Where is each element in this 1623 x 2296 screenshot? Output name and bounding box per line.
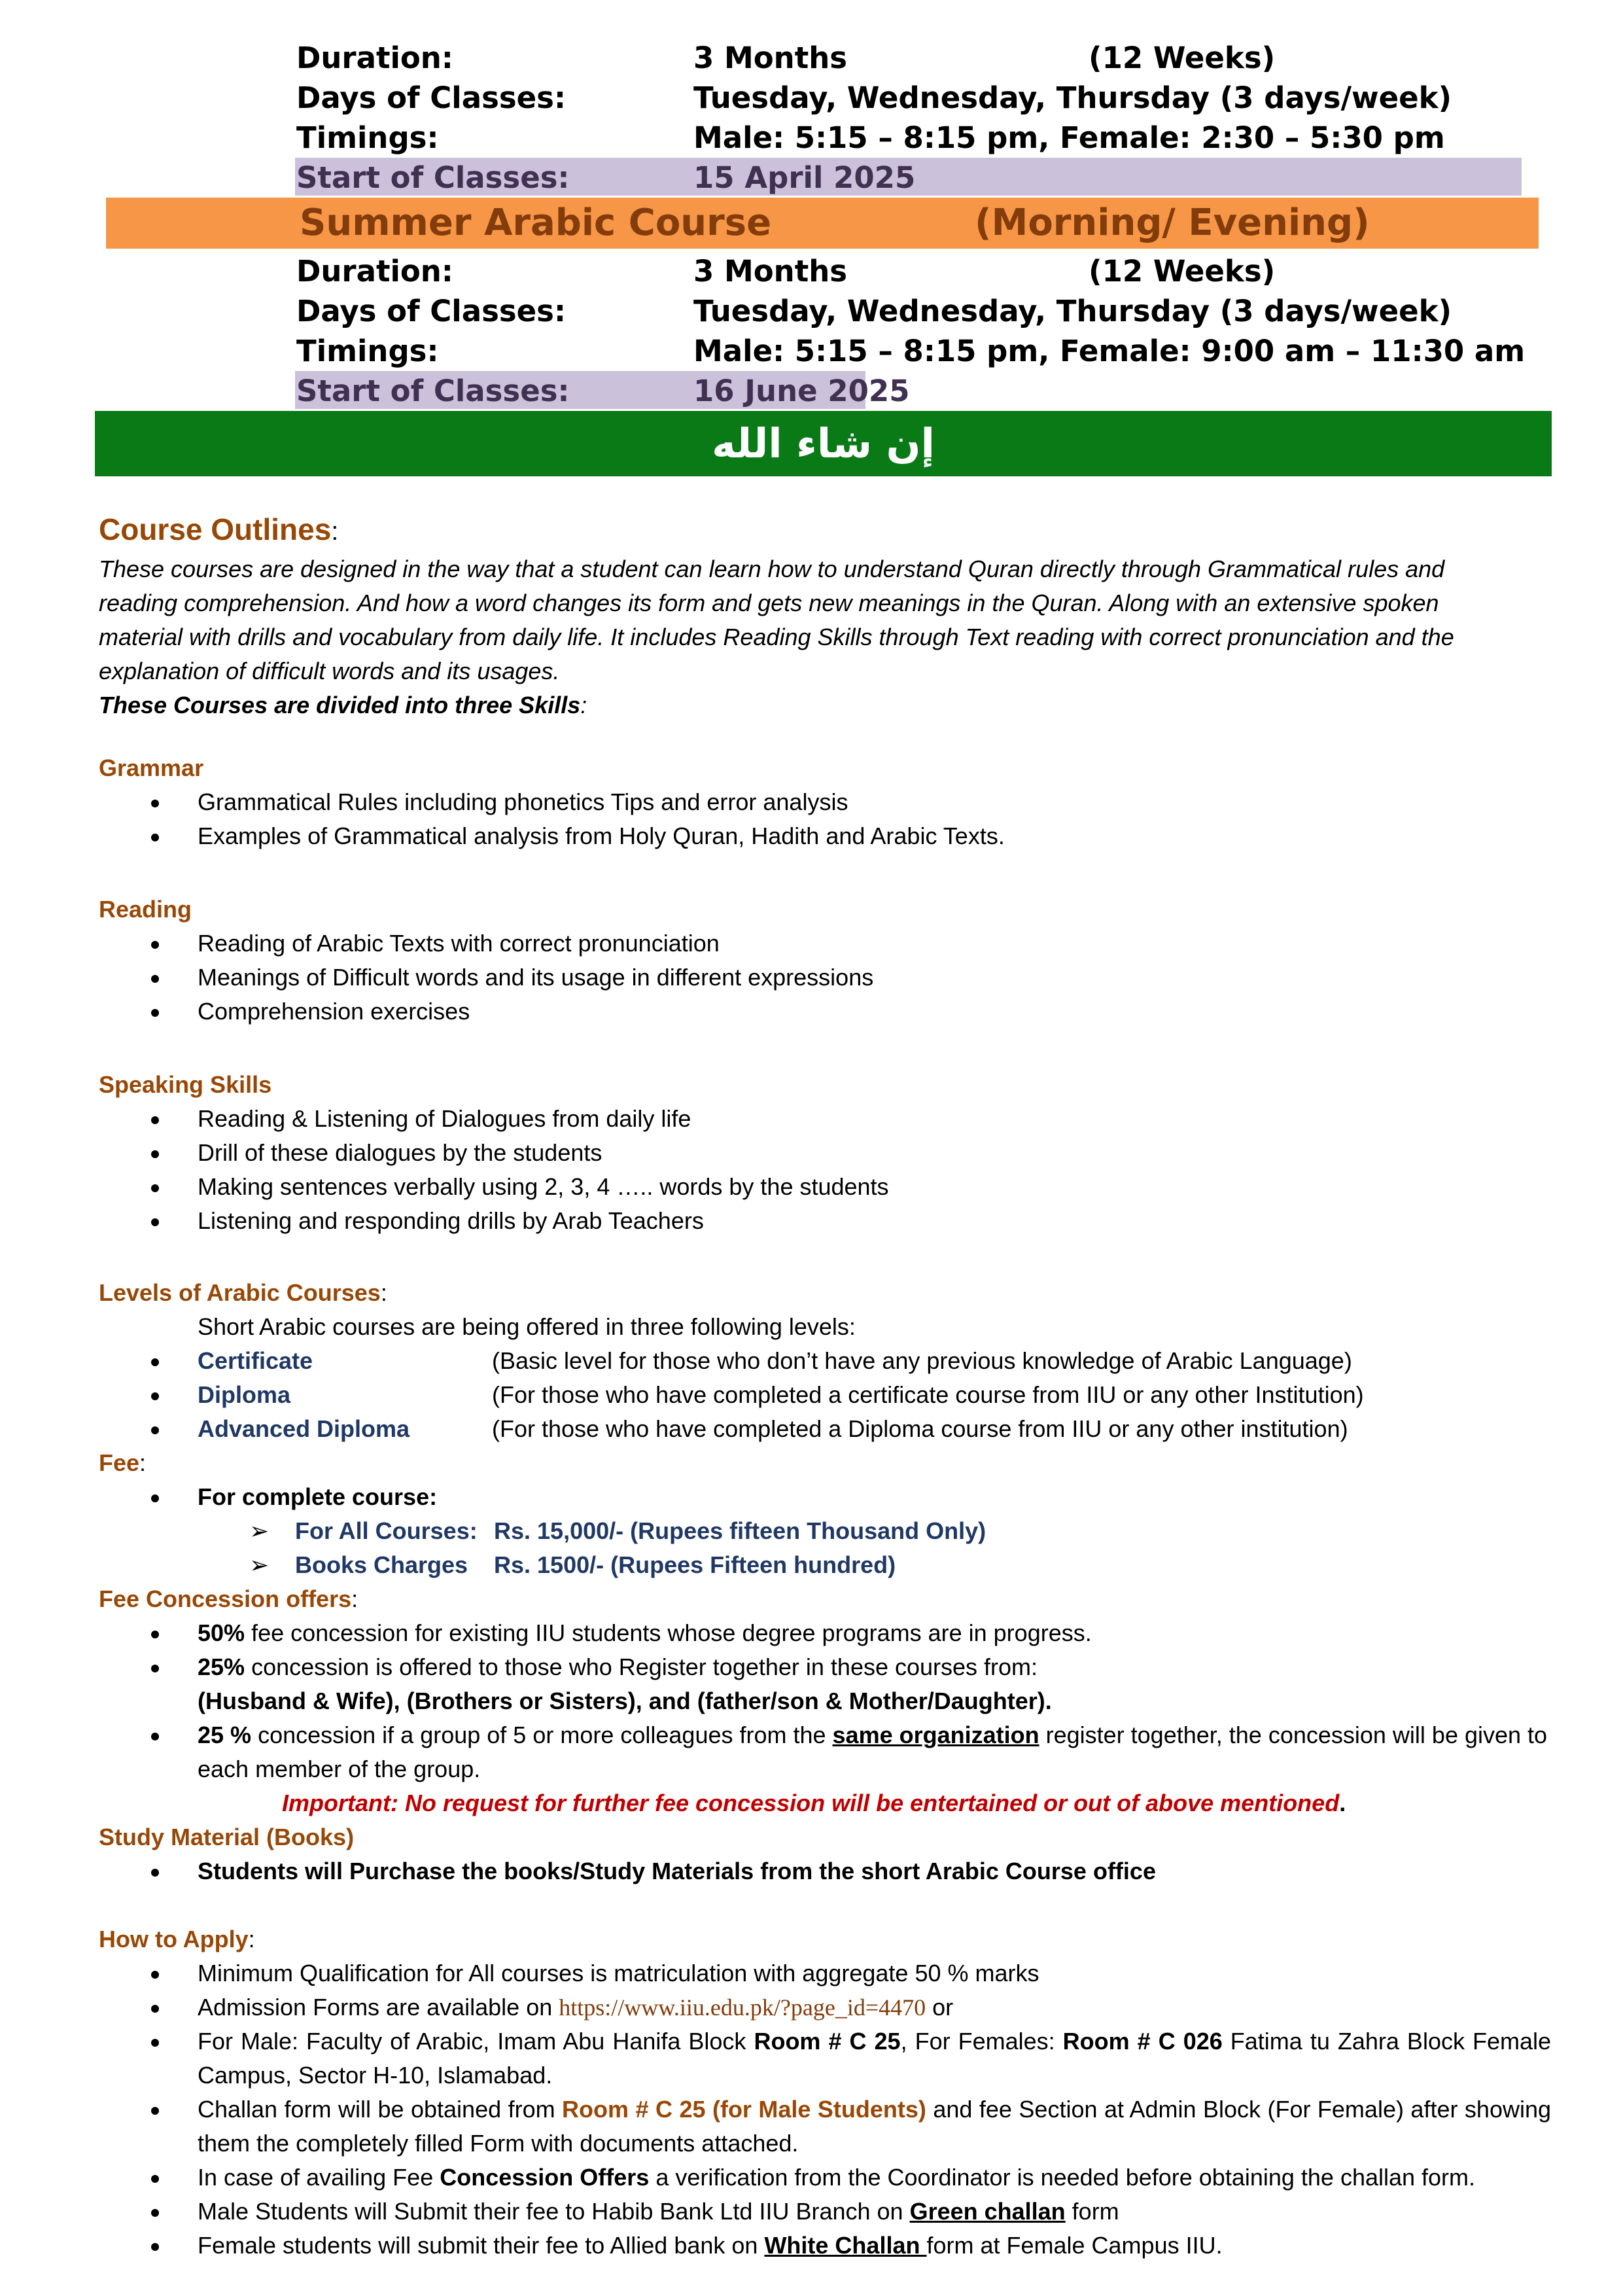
concession-item-1 (99, 1616, 1551, 1650)
schedule1-timings-label: Timings: (296, 120, 439, 155)
level-name: Certificate (198, 1347, 313, 1374)
level-name: Diploma (198, 1381, 291, 1408)
list-item: Minimum Qualification for All courses is matriculation with aggregate 50 % marks (99, 1956, 1551, 1990)
fee-row-label: Books Charges (295, 1551, 468, 1578)
schedule2-duration-weeks: (12 Weeks) (1089, 254, 1276, 289)
grammar-heading: Grammar (99, 754, 204, 781)
list-item: Students will Purchase the books/Study Materials from the short Arabic Course office (99, 1854, 1551, 1888)
concession-percent: 50% (198, 1619, 245, 1646)
arrow-bullet-icon: ➢ (249, 1551, 270, 1578)
summer-course-slot: (Morning/ Evening) (975, 202, 1370, 244)
male-room-text: Room # C 25 (754, 2028, 901, 2055)
skills-division-colon: : (580, 692, 587, 718)
apply-item-male-fee (99, 2195, 1551, 2229)
schedule1-days-label: Days of Classes: (296, 80, 566, 115)
important-note (99, 1786, 1551, 1820)
arrow-bullet-icon: ➢ (249, 1517, 270, 1544)
schedule2-duration-label: Duration: (296, 254, 453, 289)
list-item: Listening and responding drills by Arab Teachers (99, 1204, 1551, 1238)
green-challan-text: Green challan (909, 2198, 1066, 2225)
level-item (99, 1378, 1551, 1412)
list-item: Drill of these dialogues by the students (99, 1136, 1551, 1170)
schedule2-timings-value: Male: 5:15 – 8:15 pm, Female: 9:00 am – 11:30 am (693, 334, 1526, 368)
concession-offers-text: Concession Offers (440, 2164, 650, 2191)
grammar-section (99, 751, 1551, 853)
schedule1-timings-value: Male: 5:15 – 8:15 pm, Female: 2:30 – 5:30 pm (693, 120, 1445, 155)
speaking-heading: Speaking Skills (99, 1071, 272, 1098)
apply-item-forms (99, 1990, 1551, 2024)
important-text: Important: No request for further fee concession will be entertained or out of above mentioned (282, 1790, 1340, 1816)
important-dot: . (1339, 1790, 1346, 1816)
apply-text: and fee Section at Admin Block (For Female) after showing them the completely filled Form with documents attached. (198, 2096, 1552, 2157)
concession-relations: (Husband & Wife), (Brothers or Sisters), and (father/son & Mother/Daughter). (198, 1687, 1052, 1714)
list-item: Grammatical Rules including phonetics Tips and error analysis (99, 785, 1551, 819)
inshallah-text: إن شاء الله (712, 419, 935, 467)
schedule2-duration-value: 3 Months (693, 254, 848, 289)
levels-heading: Levels of Arabic Courses (99, 1279, 381, 1306)
concession-colon: : (351, 1585, 358, 1612)
level-item (99, 1344, 1551, 1378)
summer-course-band (106, 198, 1539, 249)
apply-text: Male Students will Submit their fee to Habib Bank Ltd IIU Branch on (198, 2198, 910, 2225)
apply-text: a verification from the Coordinator is needed before obtaining the challan form. (649, 2164, 1476, 2191)
apply-text: or (926, 1994, 954, 2021)
reading-section (99, 892, 1551, 1029)
apply-text: Challan form will be obtained from (198, 2096, 563, 2123)
apply-text: For Male: Faculty of Arabic, Imam Abu Hanifa Block (198, 2028, 754, 2055)
fee-colon: : (139, 1449, 147, 1476)
white-challan-text: White Challan (764, 2232, 927, 2259)
fee-heading: Fee (99, 1449, 140, 1476)
schedule2-days-value: Tuesday, Wednesday, Thursday (3 days/week) (693, 294, 1452, 328)
apply-item-location (99, 2024, 1551, 2093)
concession-item-2 (99, 1650, 1551, 1718)
list-item: Making sentences verbally using 2, 3, 4 ….. words by the students (99, 1170, 1551, 1204)
schedule1-days-value: Tuesday, Wednesday, Thursday (3 days/week) (693, 80, 1452, 115)
schedule2-timings-label: Timings: (296, 334, 439, 368)
female-room-text: Room # C 026 (1062, 2028, 1223, 2055)
fee-row-all-courses (99, 1514, 1551, 1548)
list-item: Reading & Listening of Dialogues from daily life (99, 1102, 1551, 1136)
list-item: Comprehension exercises (99, 995, 1551, 1029)
concession-text: register together, the concession will be given to each member of the group. (198, 1722, 1548, 1782)
apply-section (99, 1922, 1551, 2263)
concession-percent: 25% (198, 1653, 245, 1680)
skills-division-text: These Courses are divided into three Skills (99, 692, 581, 718)
concession-item-3 (99, 1718, 1552, 1786)
schedule1-start-label: Start of Classes: (296, 160, 570, 195)
level-desc: (For those who have completed a Diploma course from IIU or any other institution) (492, 1415, 1348, 1442)
challan-room-text: Room # C 25 (for Male Students) (562, 2096, 926, 2123)
level-desc: (For those who have completed a certificate course from IIU or any other Institution) (492, 1381, 1364, 1408)
same-organization-text: same organization (832, 1722, 1039, 1748)
fee-row-value: Rs. 1500/- (Rupees Fifteen hundred) (494, 1551, 896, 1578)
list-item: Reading of Arabic Texts with correct pronunciation (99, 927, 1551, 961)
apply-text: form (1065, 2198, 1119, 2225)
apply-item-challan (99, 2093, 1551, 2161)
inshallah-band (95, 411, 1552, 476)
summer-course-title: Summer Arabic Course (300, 202, 772, 244)
schedule2-start-value: 16 June 2025 (693, 374, 910, 408)
apply-text: Fatima tu Zahra Block Female Campus, Sector H-10, Islamabad. (198, 2028, 1552, 2089)
concession-text: fee concession for existing IIU students whose degree programs are in progress. (245, 1619, 1092, 1646)
list-item: Examples of Grammatical analysis from Holy Quran, Hadith and Arabic Texts. (99, 819, 1551, 853)
levels-colon: : (380, 1279, 387, 1306)
concession-heading: Fee Concession offers (99, 1585, 352, 1612)
course-outlines-heading: Course Outlines (99, 512, 332, 546)
apply-text: Admission Forms are available on (198, 1994, 559, 2021)
course-outlines-paragraph: These courses are designed in the way that a student can learn how to understand Quran directly through Grammatical rules and reading comprehension. And how a word changes its form and gets new meanings in the Quran. Along with an extensive spoken material with drills and vocabulary from daily life. It includes Reading Skills through Text reading with correct pronunciation and the explanation of difficult words and its usages. (99, 556, 1454, 684)
schedule2-days-label: Days of Classes: (296, 294, 566, 328)
concession-percent: 25 % (198, 1722, 252, 1748)
apply-text: , For Females: (900, 2028, 1063, 2055)
study-material-heading: Study Material (Books) (99, 1824, 355, 1850)
schedule2-start-label: Start of Classes: (296, 374, 570, 408)
apply-colon: : (248, 1926, 255, 1952)
speaking-section (99, 1068, 1551, 1238)
schedule1-duration-weeks: (12 Weeks) (1089, 41, 1276, 75)
apply-text: form at Female Campus IIU. (926, 2232, 1223, 2259)
apply-text: Female students will submit their fee to Allied bank on (198, 2232, 765, 2259)
course-outlines-colon: : (331, 517, 339, 546)
fee-row-books (99, 1548, 1551, 1582)
apply-item-female-fee (99, 2229, 1551, 2263)
admission-form-link[interactable]: https://www.iiu.edu.pk/?page_id=4470 (559, 1994, 926, 2021)
concession-text: concession is offered to those who Register together in these courses from: (245, 1653, 1038, 1680)
fee-complete-course: For complete course: (99, 1480, 1551, 1514)
level-item (99, 1412, 1551, 1446)
schedule1-duration-label: Duration: (296, 41, 453, 75)
level-desc: (Basic level for those who don’t have any previous knowledge of Arabic Language) (492, 1347, 1352, 1374)
study-material-section (99, 1820, 1551, 1888)
fee-section (99, 1446, 1551, 1582)
course-outlines-section (99, 509, 1551, 722)
fee-row-value: Rs. 15,000/- (Rupees fifteen Thousand Only) (494, 1517, 986, 1544)
apply-item-verification (99, 2161, 1551, 2195)
apply-heading: How to Apply (99, 1926, 249, 1952)
schedule1-start-value: 15 April 2025 (693, 160, 916, 195)
apply-text: In case of availing Fee (198, 2164, 440, 2191)
fee-row-label: For All Courses: (295, 1517, 478, 1544)
levels-section (99, 1276, 1551, 1446)
levels-intro: Short Arabic courses are being offered in three following levels: (198, 1313, 856, 1340)
concession-text: concession if a group of 5 or more colleagues from the (251, 1722, 833, 1748)
level-name: Advanced Diploma (198, 1415, 410, 1442)
concession-section (99, 1582, 1551, 1820)
reading-heading: Reading (99, 896, 192, 923)
list-item: Meanings of Difficult words and its usage in different expressions (99, 961, 1551, 995)
schedule1-duration-value: 3 Months (693, 41, 848, 75)
